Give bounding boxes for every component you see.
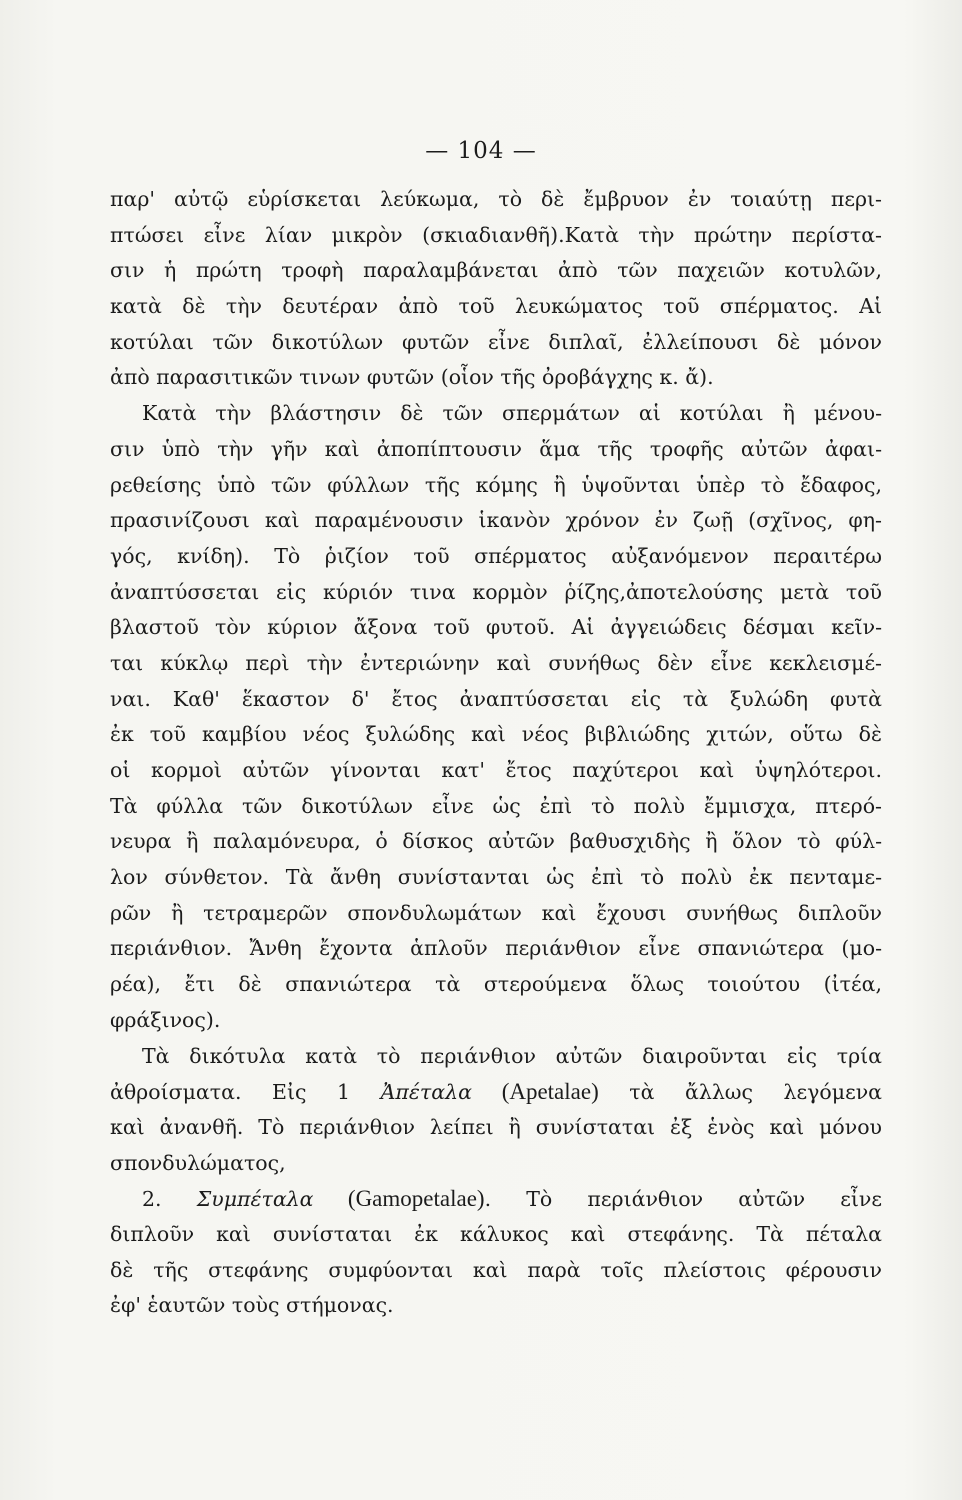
text-line: λον σύνθετον. Τὰ ἄνθη συνίστανται ὡς ἐπὶ τὸ πολὺ ἐκ πενταμε- bbox=[110, 865, 882, 890]
text-segment: . Τὸ περιάνθιον αὐτῶν εἶνε bbox=[484, 1187, 882, 1212]
page-number: — 104 — bbox=[425, 138, 537, 164]
text-line: Κατὰ τὴν βλάστησιν δὲ τῶν σπερμάτων αἱ κοτύλαι ἢ μένου- bbox=[142, 401, 882, 426]
text-line: κοτύλαι τῶν δικοτύλων φυτῶν εἶνε διπλαῖ, ἐλλείπουσι δὲ μόνον bbox=[110, 329, 882, 354]
text-line bbox=[110, 1181, 882, 1217]
text-line bbox=[110, 1074, 882, 1110]
text-line: ἀναπτύσσεται εἰς κύριόν τινα κορμὸν ῥίζης,ἀποτελούσης μετὰ τοῦ bbox=[110, 579, 882, 604]
text-line: Τὰ δικότυλα κατὰ τὸ περιάνθιον αὐτῶν διαιροῦνται εἰς τρία bbox=[142, 1043, 882, 1068]
text-line: σιν ἡ πρώτη τροφὴ παραλαμβάνεται ἀπὸ τῶν παχειῶν κοτυλῶν, bbox=[110, 258, 882, 283]
latin-term: (Gamopetalae) bbox=[313, 1186, 485, 1212]
text-line: νευρα ἢ παλαμόνευρα, ὁ δίσκος αὐτῶν βαθυσχιδὴς ἢ ὅλον τὸ φύλ- bbox=[110, 829, 882, 854]
latin-term: (Apetalae) bbox=[471, 1079, 599, 1105]
text-line: ται κύκλῳ περὶ τὴν ἐντεριώνην καὶ συνήθως δὲν εἶνε κεκλεισμέ- bbox=[110, 650, 882, 675]
text-line: σιν ὑπὸ τὴν γῆν καὶ ἀποπίπτουσιν ἅμα τῆς τροφῆς αὐτῶν ἀφαι- bbox=[110, 436, 882, 461]
italic-term: Ἀπέταλα bbox=[380, 1080, 472, 1105]
text-line: κατὰ δὲ τὴν δευτέραν ἀπὸ τοῦ λευκώματος τοῦ σπέρματος. Αἱ bbox=[110, 294, 882, 319]
text-line: ἐκ τοῦ καμβίου νέος ξυλώδης καὶ νέος βιβλιώδης χιτών, οὕτω δὲ bbox=[110, 722, 882, 747]
text-line: περιάνθιον. Ἄνθη ἔχοντα ἁπλοῦν περιάνθιον εἶνε σπανιώτερα (μο- bbox=[110, 936, 882, 961]
italic-term: Συμπέταλα bbox=[196, 1187, 314, 1212]
text-line: σπονδυλώματος, bbox=[110, 1150, 286, 1175]
text-line: παρ' αὐτῷ εὑρίσκεται λεύκωμα, τὸ δὲ ἔμβρυον ἐν τοιαύτῃ περι- bbox=[110, 187, 882, 211]
text-segment: ἀθροίσματα. Εἰς 1 bbox=[110, 1080, 381, 1105]
text-line: ρῶν ἢ τετραμερῶν σπονδυλωμάτων καὶ ἔχουσι συνήθως διπλοῦν bbox=[110, 900, 882, 925]
text-segment: 2. bbox=[142, 1187, 197, 1212]
text-line: ρέα), ἔτι δὲ σπανιώτερα τὰ στερούμενα ὅλως τοιούτου (ἰτέα, bbox=[110, 972, 882, 997]
text-line: ἐφ' ἑαυτῶν τοὺς στήμονας. bbox=[110, 1293, 394, 1318]
text-line: ρεθείσης ὑπὸ τῶν φύλλων τῆς κόμης ἢ ὑψοῦνται ὑπὲρ τὸ ἔδαφος, bbox=[110, 472, 882, 497]
text-line: Τὰ φύλλα τῶν δικοτύλων εἶνε ὡς ἐπὶ τὸ πολὺ ἔμμισχα, πτερό- bbox=[110, 793, 882, 818]
text-line: οἱ κορμοὶ αὐτῶν γίνονται κατ' ἔτος παχύτεροι καὶ ὑψηλότεροι. bbox=[110, 758, 882, 782]
text-line: φράξινος). bbox=[110, 1007, 221, 1032]
text-line: γός, κνίδη). Τὸ ῥιζίον τοῦ σπέρματος αὐξανόμενον περαιτέρω bbox=[110, 543, 882, 568]
text-line: καὶ ἀνανθῆ. Τὸ περιάνθιον λείπει ἢ συνίσταται ἐξ ἑνὸς καὶ μόνου bbox=[110, 1114, 882, 1139]
text-line: πρασινίζουσι καὶ παραμένουσιν ἱκανὸν χρόνον ἐν ζωῇ (σχῖνος, φη- bbox=[110, 508, 882, 533]
text-line: διπλοῦν καὶ συνίσταται ἐκ κάλυκος καὶ στεφάνης. Τὰ πέταλα bbox=[110, 1221, 882, 1246]
text-segment: τὰ ἄλλως λεγόμενα bbox=[598, 1080, 882, 1105]
text-line: πτώσει εἶνε λίαν μικρὸν (σκιαδιανθῆ).Κατὰ τὴν πρώτην περίστα- bbox=[110, 222, 882, 247]
text-line: βλαστοῦ τὸν κύριον ἄξονα τοῦ φυτοῦ. Αἱ ἀγγειώδεις δέσμαι κεῖν- bbox=[110, 615, 882, 640]
text-line: δὲ τῆς στεφάνης συμφύονται καὶ παρὰ τοῖς πλείστοις φέρουσιν bbox=[110, 1257, 882, 1282]
text-line: ναι. Καθ' ἕκαστον δ' ἔτος ἀναπτύσσεται εἰς τὰ ξυλώδη φυτὰ bbox=[110, 686, 882, 711]
body-text bbox=[110, 182, 882, 1324]
text-line: ἀπὸ παρασιτικῶν τινων φυτῶν (οἷον τῆς ὀροβάγχης κ. ἄ). bbox=[110, 365, 714, 390]
